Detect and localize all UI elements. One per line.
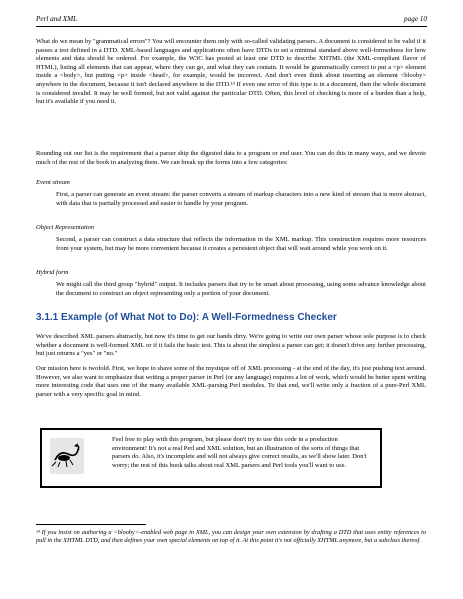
term-hybrid-form: Hybrid form — [36, 269, 69, 276]
scorpion-warning-icon — [50, 438, 84, 474]
note-box — [40, 428, 382, 488]
paragraph-output-forms: Rounding out our list is the requirement that a parser ship the digested data to a program or end user. You can do this in many ways, and we devote much of the rest of the book in analyzing them. We can break up the forms into a few categories: — [36, 150, 426, 166]
term-event-stream: Event stream — [36, 179, 70, 186]
footnote-rule — [36, 524, 146, 525]
paragraph-mission: Our mission here is twofold. First, we hope to shave some of the mystique off of XML processing - at the end of the day, it's just pushing text around. However, we also want to emphasize that writing a proper parser in Perl (or any language) requires a lot of work, which would be better spent writing more interesting code that uses one of the many available XML-parsing Perl modules. To that end, we'll write only a fraction of a pure-Perl XML parser with a very specific goal in mind. — [36, 365, 426, 398]
paragraph-validation: What do we mean by "grammatical errors"? You will encounter them only with so-called validating parsers. A document is considered to be valid if it passes a test defined in a DTD. XML-based languages and applications often have DTDs to set a minimal standard above well-formedness for how elements and data should be ordered. For example, the W3C has posted at least one DTD to describe XHTML (the XML-compliant flavor of HTML), listing all elements that can appear, where they can go, and what they can contain. It would be grammatically correct to put a <p> element inside a <body>, but putting <p> inside <head>, for example, would be incorrect. And don't even think about inserting an element <blooby> anywhere in the document, because it isn't declared anywhere in the DTD.¹³ If even one error of this type is in a document, then the whole document is considered invalid. It may be well formed, but not valid against the particular DTD. Often, this level of checking is more of a burden than a help, but it's available if you need it. — [36, 38, 426, 106]
definition-hybrid-form: We might call the third group "hybrid" output. It includes parsers that try to be smart about processing, using some advance knowledge about the document to construct an object representing only a portion of your document. — [56, 281, 426, 297]
header-title: Perl and XML — [36, 15, 78, 23]
footnote: ¹³ If you insist on authoring a <blooby>-enabled web page in XML, you can design your own extension by drafting a DTD that uses entity references to pull in the XHTML DTD, and then defines your own special elements on top of it. At this point it's not officially XHTML anymore, but a subclass thereof. — [36, 529, 426, 545]
section-heading: 3.1.1 Example (of What Not to Do): A Well-Formedness Checker — [36, 312, 337, 323]
note-text: Feel free to play with this program, but please don't try to use this code in a production environment! It's not a real Perl and XML solution, but an illustration of the sorts of things that parsers do. Also, it's incomplete and will not always give correct results, as we'll show later. Don't worry; the rest of this book talks about real XML parsers and Perl tools you'll want to use. — [112, 436, 367, 469]
definition-event-stream: First, a parser can generate an event stream: the parser converts a stream of markup characters into a new kind of stream that is more abstract, with data that is partially processed and easier to handle by your program. — [56, 191, 426, 207]
paragraph-intro-parser: We've described XML parsers abstractly, but now it's time to get our hands dirty. We're going to write our own parser whose sole purpose is to check whether a document is well-formed XML or if it fails the basic test. This is about the simplest a parser can get; it doesn't drive any further processing, but just returns a "yes" or "no." — [36, 333, 426, 358]
term-object-representation: Object Representation — [36, 224, 95, 231]
definition-object-representation: Second, a parser can construct a data structure that reflects the information in the XML markup. This construction requires more resources from your system, but may be more convenient because it creates a persistent object that will wait around while you work on it. — [56, 236, 426, 252]
page-number: page 10 — [404, 15, 427, 23]
running-header — [36, 14, 427, 27]
